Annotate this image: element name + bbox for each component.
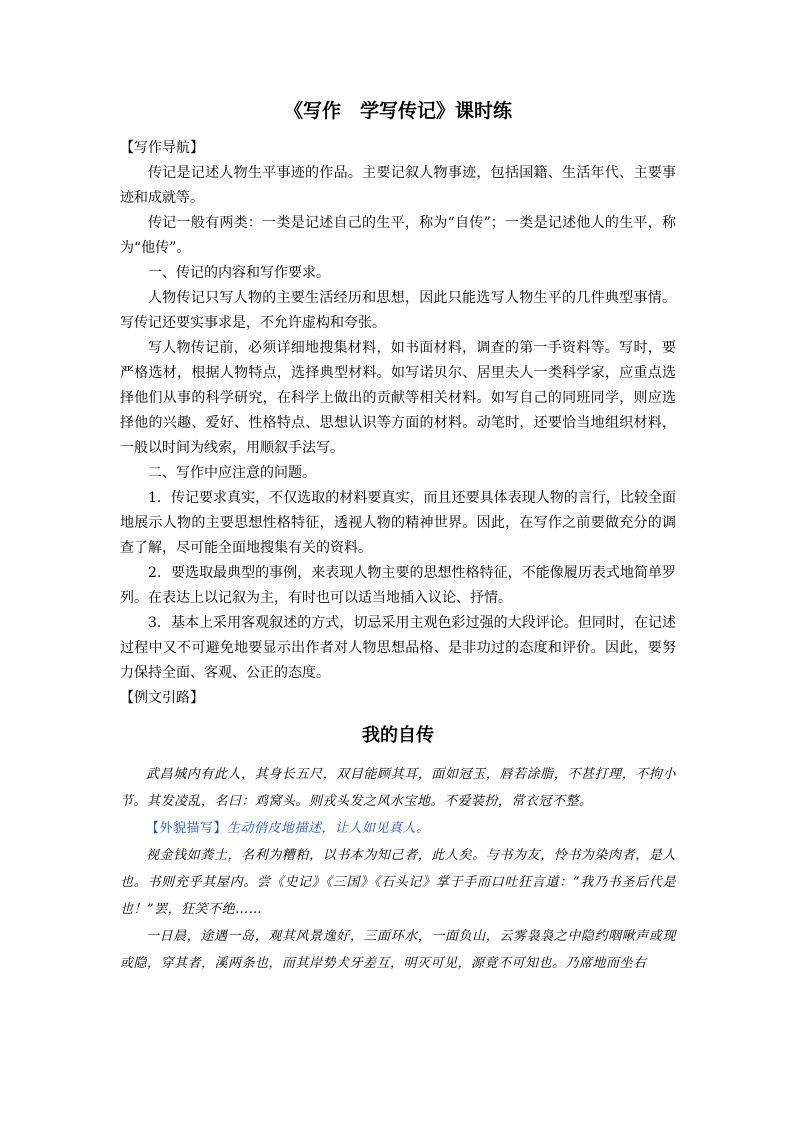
annotation-note (120, 815, 676, 842)
annotation-tag: 【外貌描写】 (146, 821, 228, 836)
document-title: 《写作 学写传记》课时练 (283, 100, 512, 122)
guide-label: 【写作导航】 (120, 140, 204, 156)
guide-paragraph: 写人物传记前，必须详细地搜集材料，如书面材料，调查的第一手资料等。写时，要严格选材，根据人物特点，选择典型材料。如写诺贝尔、居里夫人一类科学家，应重点选择他们从事的科学研究，在科学上做出的贡献等相关材料。如写自己的同班同学，则应选择他的兴趣、爱好、性格特点、思想认识等方面的材料。动笔时，还要恰当地组织材料，一般以时间为线索，用顺叙手法写。 (120, 340, 676, 456)
guide-paragraph: 传记是记述人物生平事迹的作品。主要记叙人物事迹，包括国籍、生活年代、主要事迹和成就等。 (120, 165, 676, 206)
guide-paragraph: 2．要选取最典型的事例，来表现人物主要的思想性格特征，不能像履历表式地简单罗列。在表达上以记叙为主，有时也可以适当地插入议论、抒情。 (120, 565, 676, 606)
guide-paragraph: 1．传记要求真实，不仅选取的材料要真实，而且还要具体表现人物的言行，比较全面地展示人物的主要思想性格特征，透视人物的精神世界。因此，在写作之前要做充分的调查了解，尽可能全面地搜集有关的资料。 (120, 490, 676, 556)
example-label: 【例文引路】 (120, 690, 204, 706)
example-paragraph: 武昌城内有此人，其身长五尺，双目能顾其耳，面如冠玉，唇若涂脂，不甚打理，不拘小节。其发凌乱，名曰：鸡窝头。则戎头发之风水宝地。不爱装扮，常衣冠不整。 (120, 767, 676, 809)
guide-paragraph: 人物传记只写人物的主要生活经历和思想，因此只能选写人物生平的几件典型事情。写传记还要实事求是，不允许虚构和夸张。 (120, 290, 676, 331)
document-content (120, 96, 676, 977)
example-paragraph: 视金钱如粪土，名利为糟粕，以书本为知己者，此人矣。与书为友，怜书为染肉者，是人也。书则充乎其屋内。尝《史记》《三国》《石头记》掌于手而口吐狂言道：“我乃书圣后代是也！”罢，狂笑不绝…… (120, 848, 676, 917)
guide-paragraph: 传记一般有两类：一类是记述自己的生平，称为“自传”；一类是记述他人的生平，称为“他传”。 (120, 215, 676, 256)
guide-paragraph: 一、传记的内容和写作要求。 (148, 265, 330, 281)
example-title: 我的自传 (362, 725, 434, 746)
annotation-text: 生动俏皮地描述，让人如见真人。 (227, 821, 430, 836)
guide-paragraph: 3．基本上采用客观叙述的方式，切忌采用主观色彩过强的大段评论。但同时，在记述过程中又不可避免地要显示出作者对人物思想品格、是非功过的态度和评价。因此，要努力保持全面、客观、公正的态度。 (120, 615, 676, 681)
example-paragraph: 一日晨，途遇一岛，观其风景逸好，三面环水，一面负山，云雾袅袅之中隐约咽啾声或现或隐，穿其者，溪两条也，而其岸势犬牙差互，明灭可见，源竟不可知也。乃席地而坐右 (120, 929, 676, 971)
guide-paragraph: 二、写作中应注意的问题。 (148, 465, 316, 481)
